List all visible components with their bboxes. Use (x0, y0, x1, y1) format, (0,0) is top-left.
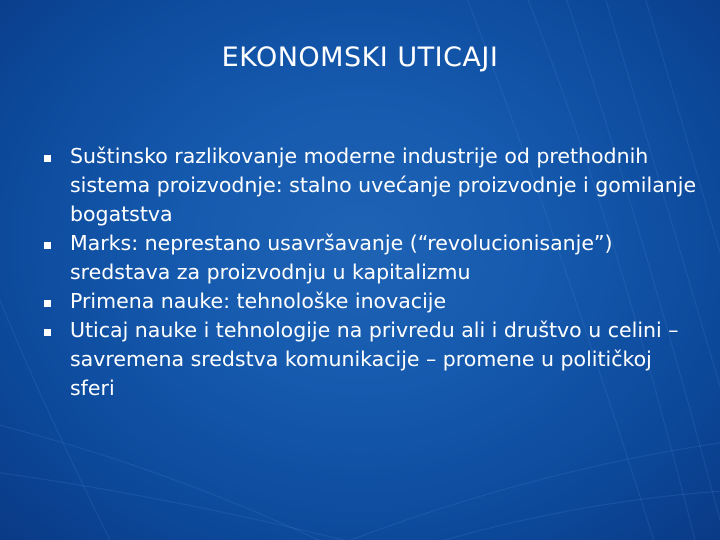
bullet-text: Marks: neprestano usavršavanje (“revolucionisanje”) sredstava za proizvodnju u kapitalizmu (70, 231, 613, 284)
bullet-item (42, 287, 702, 316)
bullet-text: Suštinsko razlikovanje moderne industrije od prethodnih sistema proizvodnje: stalno uvećanje proizvodnje i gomilanje bogatstva (70, 144, 697, 226)
bullet-item (42, 229, 702, 287)
bullet-list (42, 142, 702, 403)
square-bullet-icon (44, 242, 51, 249)
slide-title: EKONOMSKI UTICAJI (221, 42, 499, 73)
square-bullet-icon (44, 300, 51, 307)
square-bullet-icon (44, 155, 51, 162)
bullet-item (42, 142, 702, 229)
bullet-text: Primena nauke: tehnološke inovacije (70, 289, 447, 313)
bullet-text: Uticaj nauke i tehnologije na privredu ali i društvo u celini – savremena sredstva komunikacije – promene u političkoj sferi (70, 318, 679, 400)
bullet-item (42, 316, 702, 403)
square-bullet-icon (44, 329, 51, 336)
